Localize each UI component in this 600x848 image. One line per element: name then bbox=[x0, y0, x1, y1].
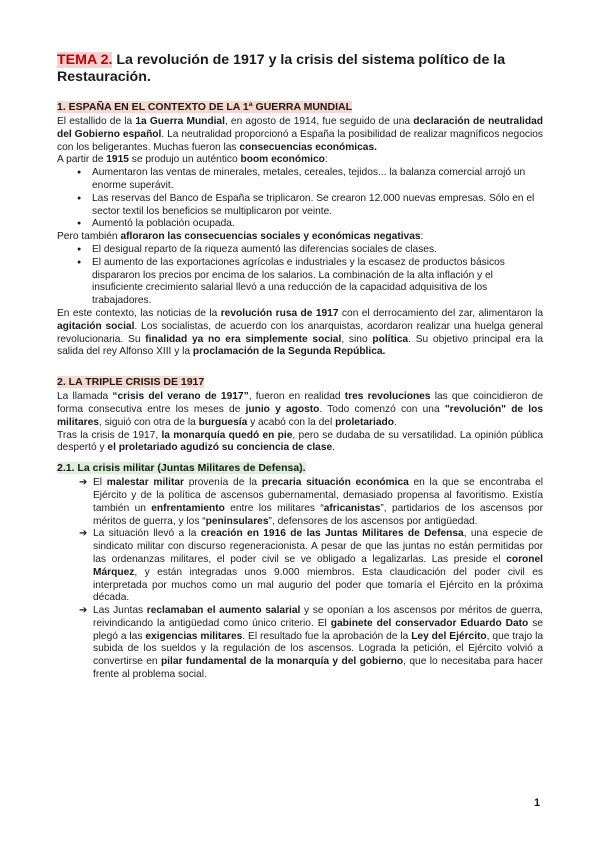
title-prefix: TEMA 2. bbox=[57, 52, 113, 68]
list-item: ● El desigual reparto de la riqueza aumentó las diferencias sociales de clases. bbox=[77, 244, 543, 257]
list-item: ● Aumentaron las ventas de minerales, metales, cereales, tejidos... la balanza comercial arrojó un enorme superávit. bbox=[77, 167, 543, 193]
title-text: La revolución de 1917 y la crisis del sistema político de la Restauración. bbox=[57, 52, 506, 85]
military-crisis-list bbox=[57, 477, 543, 682]
consequences-list bbox=[57, 244, 543, 308]
document-title bbox=[57, 52, 543, 86]
page-number: 1 bbox=[534, 797, 541, 809]
list-item: ● Las reservas del Banco de España se triplicaron. Se crearon 12.000 nuevas empresas. Sólo en el sector textil los beneficios se multiplicaron por veinte. bbox=[77, 193, 543, 219]
list-item: ● El aumento de las exportaciones agrícolas e industriales y la escasez de productos básicos dispararon los precios por encima de los salarios. La combinación de la alta inflación y el insuficiente crecimiento salarial llevó a una reducción de la capacidad adquisitiva de los trabajadores. bbox=[77, 257, 543, 308]
section-1-paragraph-1: El estallido de la 1a Guerra Mundial, en agosto de 1914, fue seguido de una declaración de neutralidad del Gobierno español. La neutralidad proporcionó a España la posibilidad de realizar magníficos negocios con los beligerantes. Muchas fueron las consecuencias económicas. bbox=[57, 116, 544, 153]
document-page bbox=[57, 52, 543, 682]
list-item: ● Aumentó la población ocupada. bbox=[77, 218, 543, 231]
section-2-paragraph-1: La llamada “crisis del verano de 1917”, fueron en realidad tres revoluciones las que coincidieron de forma consecutiva entre los meses de junio y agosto. Todo comenzó con una "revolución" de los militares, siguió con otra de la burguesía y acabó con la del proletariado. bbox=[57, 391, 543, 428]
section-2-heading: 2. LA TRIPLE CRISIS DE 1917 bbox=[57, 376, 205, 389]
section-1-heading: 1. ESPAÑA EN EL CONTEXTO DE LA 1ª GUERRA MUNDIAL bbox=[57, 101, 352, 113]
section-1-paragraph-3: Pero también afloraron las consecuencias sociales y económicas negativas: bbox=[57, 231, 424, 243]
list-item: ➔ El malestar militar provenía de la precaria situación económica en la que se encontraba el Ejército y de la política de ascensos gubernamental, demasiado propensa al favoritismo. Existía también un enfrentamiento entre los militares “africanistas”, partidarios de los ascensos por méritos de guerra, y los “peninsulares”, defensores de los ascensos por antigüedad. bbox=[79, 477, 543, 528]
list-item: ➔ La situación llevó a la creación en 1916 de las Juntas Militares de Defensa, una especie de sindicato militar con discurso regeneracionista. A pesar de que las juntas no están permitidas por las ordenanzas militares, el poder civil se ve obligado a legalizarlas. Las preside el coronel Márquez, y están integradas unos 9.000 miembros. Esta claudicación del poder civil es interpretada por muchos como un mal augurio del poder que tomaría el Ejército en la próxima década. bbox=[79, 528, 543, 605]
section-2-paragraph-2: Tras la crisis de 1917, la monarquía quedó en pie, pero se dudaba de su versatilidad. La opinión pública despertó y el proletariado agudizó su conciencia de clase. bbox=[57, 429, 544, 454]
section-1-paragraph-4: En este contexto, las noticias de la revolución rusa de 1917 con el derrocamiento del zar, alimentaron la agitación social. Los socialistas, de acuerdo con los anarquistas, acordaron realizar una huelga general revolucionaria. Su finalidad ya no era simplemente social, sino política. Su objetivo principal era la salida del rey Alfonso XIII y la proclamación de la Segunda República. bbox=[57, 307, 544, 358]
section-1-paragraph-2: A partir de 1915 se produjo un auténtico boom económico: bbox=[57, 154, 328, 166]
list-item: ➔ Las Juntas reclamaban el aumento salarial y se oponían a los ascensos por méritos de guerra, reivindicando la antigüedad como único criterio. El gabinete del conservador Eduardo Dato se plegó a las exigencias militares. El resultado fue la aprobación de la Ley del Ejército, que trajo la subida de los sueldos y la regulación de los ascensos. Lograda la petición, el Ejército volvió a convertirse en pilar fundamental de la monarquía y del gobierno, que lo necesitaba para hacer frente al problema social. bbox=[79, 605, 543, 682]
subsection-2-1-heading: 2.1. La crisis militar (Juntas Militares de Defensa). bbox=[57, 462, 306, 475]
boom-list bbox=[57, 167, 543, 231]
